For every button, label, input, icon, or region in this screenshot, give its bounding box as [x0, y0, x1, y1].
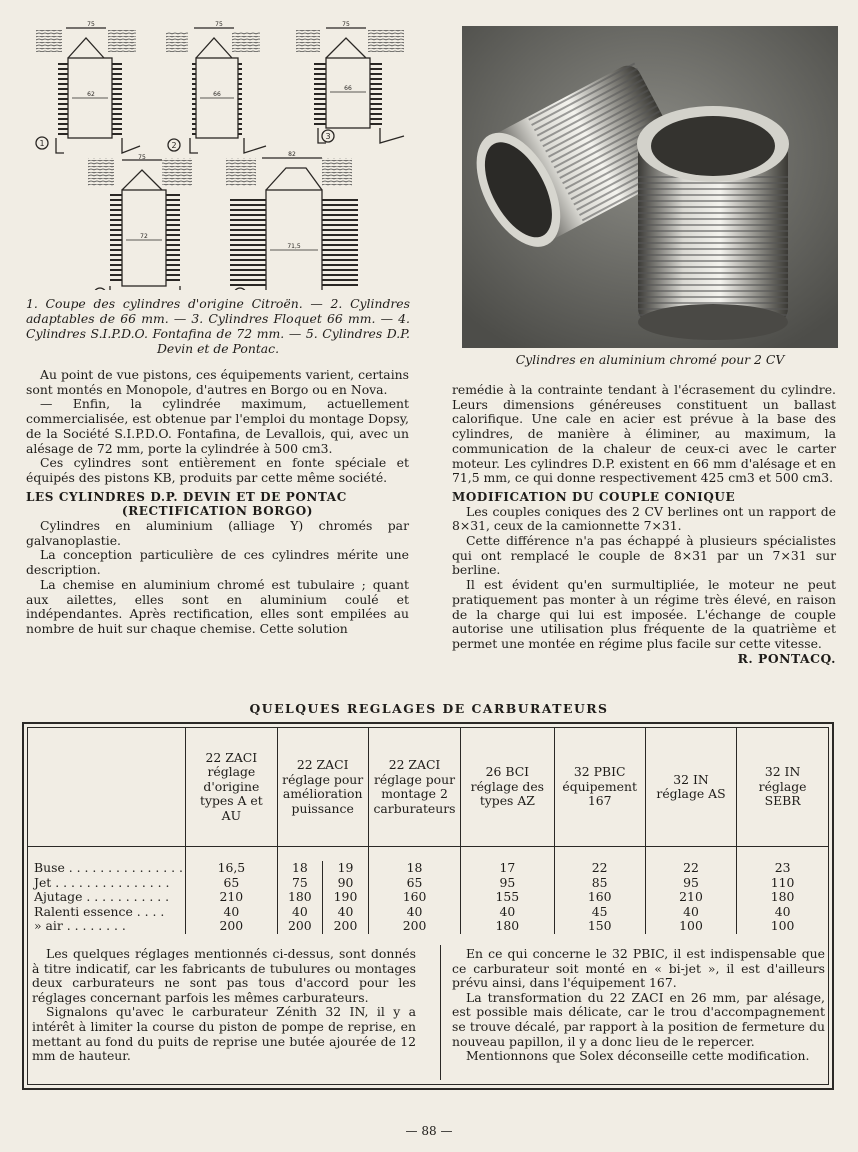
table-cell: 85 — [554, 876, 645, 891]
figure-number: 2 — [171, 141, 177, 150]
figure-caption-right: Cylindres en aluminium chromé pour 2 CV — [515, 352, 785, 367]
paragraph: Les quelques réglages mentionnés ci-dessus, sont donnés à titre indicatif, car les fabricants de tubulures ou montages deux carburateurs ne sont pas tous d'accord pour les réglages concernant parfois les mêmes carburateurs. — [32, 946, 416, 1005]
paragraph: Mentionnons que Solex déconseille cette modification. — [466, 1048, 810, 1064]
table-cell: 18 — [368, 847, 460, 876]
table-cell: 22 — [645, 847, 736, 876]
dimension-label: 75 — [138, 154, 146, 161]
table-cell: 180 — [461, 919, 554, 934]
table-cell: 160 — [368, 890, 460, 905]
table-cell: 65 — [186, 876, 277, 891]
bore-label: 72 — [140, 233, 148, 240]
table-cell: 160 — [554, 890, 645, 905]
paragraph: Il est évident qu'en surmultipliée, le moteur ne peut pratiquement pas monter à un régime très élevé, en raison de la charge qui lui est imposée. L'échange de couple autorise une utilisation plus fréquente de la quatrième et permet une montée en régime plus facile sur cette vitesse. — [452, 577, 836, 651]
table-cell: 40 — [278, 905, 324, 920]
table-cell: 210 — [186, 890, 277, 905]
table-cell: 40 — [186, 905, 277, 920]
table-row — [28, 890, 828, 905]
table-cell: 200 — [186, 919, 277, 934]
section-subheading: (RECTIFICATION BORGO) — [121, 504, 314, 519]
table-header: 26 BCI réglage des types AZ — [461, 728, 554, 847]
table-cell: 95 — [461, 876, 554, 891]
table-cell: 200 — [368, 919, 460, 934]
dimension-label: 75 — [342, 21, 350, 28]
page-number: — 88 — — [405, 1124, 453, 1138]
table-cell: 100 — [737, 919, 828, 934]
table-cell: 200 — [333, 918, 358, 934]
paragraph: En ce qui concerne le 32 PBIC, il est indispensable que ce carburateur soit monté en « bi-jet », il est d'ailleurs prévu ainsi, dans l'équipement 167. — [452, 946, 825, 991]
paragraph: Ces cylindres sont entièrement en fonte spéciale et équipés des pistons KB, produits par cette même société. — [26, 455, 409, 485]
paragraph: La transformation du 22 ZACI en 26 mm, par alésage, est possible mais délicate, car le trou d'accompagnement se trouve décalé, par rapport à la position de fermeture du nouveau papillon, il y a donc lieu de le repercer. — [452, 989, 825, 1049]
author-signature: R. PONTACQ. — [737, 650, 836, 666]
table-cell: 40 — [461, 905, 554, 920]
table-notes-right — [452, 947, 825, 1064]
row-label: Ralenti essence . . . . — [34, 903, 165, 919]
table-header: 22 ZACI réglage d'origine types A et AU — [186, 728, 277, 847]
table-cell: 17 — [461, 847, 554, 876]
table-header-corner — [28, 728, 186, 847]
dimension-label: 82 — [288, 151, 296, 158]
table-row — [28, 847, 828, 876]
paragraph: Les couples coniques des 2 CV berlines ont un rapport de 8×31, ceux de la camionnette 7×31. — [452, 503, 836, 534]
table-cell-split — [277, 905, 368, 920]
table-cell: 19 — [337, 860, 354, 876]
table-cell: 40 — [737, 905, 828, 920]
row-label: Ajutage . . . . . . . . . . . — [34, 889, 170, 905]
table-row — [28, 919, 828, 934]
table-cell-split — [277, 847, 368, 876]
table-cell: 200 — [278, 919, 324, 934]
paragraph: Cylindres en aluminium (alliage Y) chromés par galvanoplastie. — [26, 518, 409, 548]
table-cell: 22 — [554, 847, 645, 876]
article-column-right — [452, 383, 836, 666]
bore-label: 71,5 — [287, 243, 301, 250]
paragraph: La conception particulière de ces cylindres mérite une description. — [26, 547, 409, 578]
table-cell: 180 — [278, 890, 324, 905]
table-cell: 110 — [737, 876, 828, 891]
table-cell: 18 — [278, 861, 324, 876]
table-cell: 23 — [737, 847, 828, 876]
table-cell: 190 — [333, 889, 358, 905]
paragraph: Signalons qu'avec le carburateur Zénith 32 IN, il y a intérêt à limiter la course du piston de pompe de reprise, en mettant au fond du puits de reprise une butée ajourée de 12 mm de hauteur. — [32, 1004, 416, 1064]
cylinder-cross-section-diagram — [26, 18, 414, 290]
table-cell: 65 — [368, 876, 460, 891]
paragraph: Cette différence n'a pas échappé à plusieurs spécialistes qui ont remplacé le couple de 8×31 par un 7×31 sur berline. — [452, 533, 836, 578]
paragraph: Au point de vue pistons, ces équipements varient, certains sont montés en Monopole, d'autres en Borgo ou en Nova. — [26, 367, 409, 397]
article-column-left — [26, 368, 409, 637]
table-cell-split — [277, 876, 368, 891]
table-header: 32 IN réglage SEBR — [737, 728, 828, 847]
bore-label: 62 — [87, 91, 95, 98]
section-heading: LES CYLINDRES D.P. DEVIN ET DE PONTAC — [26, 489, 347, 504]
section-heading: MODIFICATION DU COUPLE CONIQUE — [452, 489, 736, 504]
table-cell: 40 — [368, 905, 460, 920]
dimension-label: 75 — [87, 21, 95, 28]
row-label: Jet . . . . . . . . . . . . . . . — [34, 874, 170, 890]
paragraph: La chemise en aluminium chromé est tubulaire ; quant aux ailettes, elles sont en aluminium coulé et indépendantes. Après rectification, elles sont empilées au nombre de huit sur chaque chemise. Cette solution — [26, 576, 409, 636]
table-title: QUELQUES REGLAGES DE CARBURATEURS — [249, 701, 609, 716]
table-cell: 40 — [645, 905, 736, 920]
table-cell: 155 — [461, 890, 554, 905]
table-cell: 100 — [645, 919, 736, 934]
bore-label: 66 — [213, 91, 221, 98]
cylinders-photo — [462, 26, 838, 348]
paragraph: remédie à la contrainte tendant à l'écrasement du cylindre. Leurs dimensions généreuses constituent un ballast calorifique. Une cale en acier est prévue à la base des cylindres, de manière à éliminer, au maximum, la communication de la chaleur de ceux-ci avec le carter moteur. Les cylindres D.P. existent en 66 mm d'alésage et en 71,5 mm, ce qui donne respectivement 425 cm3 et 500 cm3. — [452, 382, 836, 486]
carburetor-settings-table — [28, 728, 828, 934]
dimension-label: 75 — [215, 21, 223, 28]
figure-caption-left: 1. Coupe des cylindres d'origine Citroën. — 2. Cylindres adaptables de 66 mm. — 3. Cylindres Floquet 66 mm. — 4. Cylindres S.I.P.D.O. Fontafina de 72 mm. — 5. Cylindres D.P. Devin et de Pontac. — [26, 296, 410, 356]
table-header: 32 IN réglage AS — [645, 728, 736, 847]
table-cell-split — [277, 919, 368, 934]
table-cell: 180 — [737, 890, 828, 905]
table-notes-left — [32, 947, 416, 1064]
table-row — [28, 876, 828, 891]
table-cell: 95 — [645, 876, 736, 891]
figure-number: 1 — [39, 139, 45, 148]
table-cell: 75 — [278, 876, 324, 891]
paragraph: — Enfin, la cylindrée maximum, actuellement commercialisée, est obtenue par l'emploi du montage Dopsy, de la Société S.I.P.D.O. Fontafina, de Levallois, qui, avec un alésage de 72 mm, porte la cylindrée à 500 cm3. — [26, 396, 409, 456]
row-label: » air . . . . . . . . — [34, 918, 126, 934]
column-divider — [440, 945, 441, 1080]
table-header: 22 ZACI réglage pour montage 2 carburateurs — [368, 728, 460, 847]
table-cell: 150 — [554, 919, 645, 934]
table-header: 32 PBIC équipement 167 — [554, 728, 645, 847]
table-cell: 90 — [337, 874, 354, 890]
table-header: 22 ZACI réglage pour amélioration puissance — [277, 728, 368, 847]
table-cell: 45 — [554, 905, 645, 920]
table-cell: 210 — [645, 890, 736, 905]
table-cell: 40 — [337, 903, 354, 919]
table-row — [28, 905, 828, 920]
table-cell: 16,5 — [186, 847, 277, 876]
row-label: Buse . . . . . . . . . . . . . . . — [34, 860, 183, 876]
figure-number: 3 — [325, 132, 331, 141]
table-cell-split — [277, 890, 368, 905]
bore-label: 66 — [344, 85, 352, 92]
